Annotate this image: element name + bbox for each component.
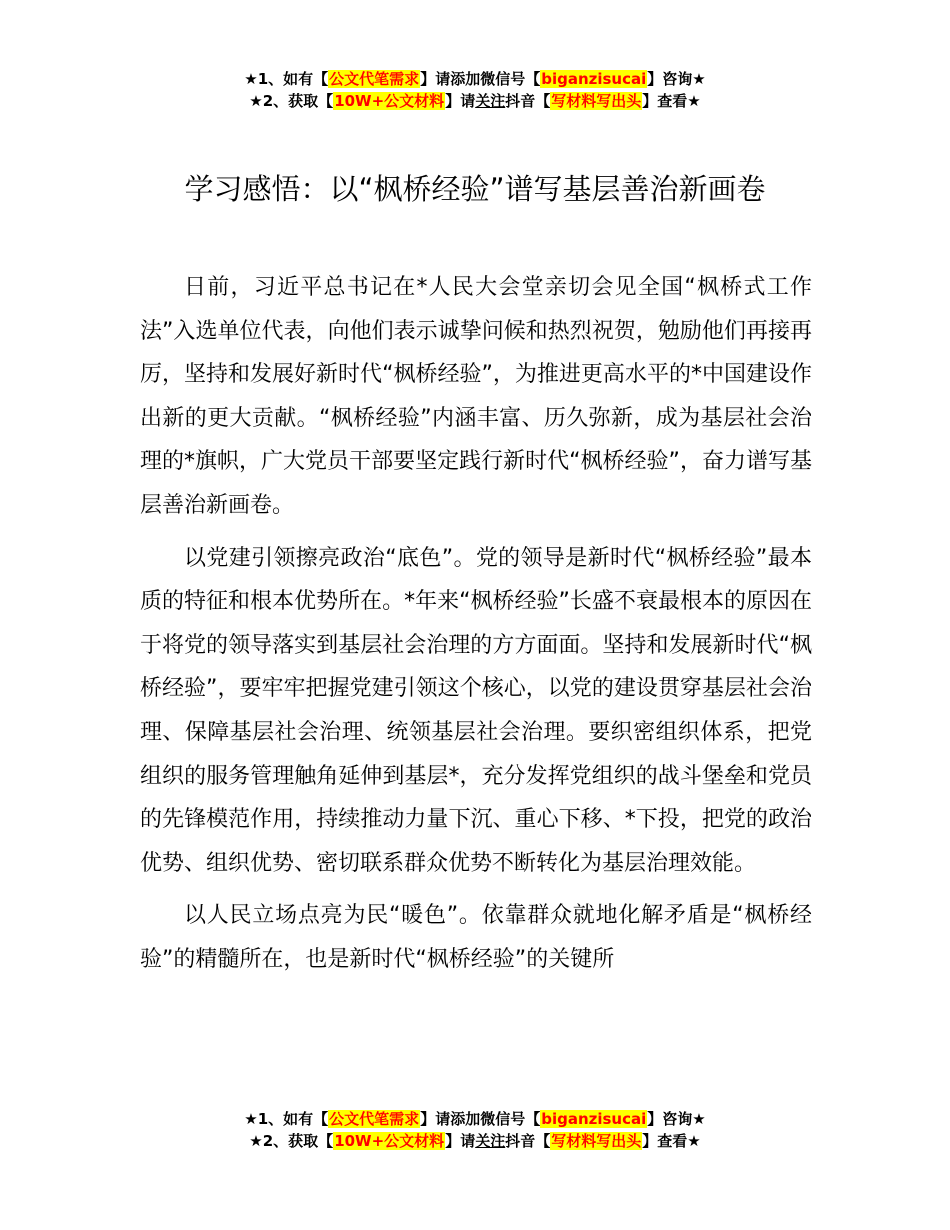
promo-line-1: [0, 68, 950, 90]
body-paragraph: 日前，习近平总书记在*人民大会堂亲切会见全国“枫桥式工作法”入选单位代表，向他们表示诚挚问候和热烈祝贺，勉励他们再接再厉，坚持和发展好新时代“枫桥经验”，为推进更高水平的*中国建设作出新的更大贡献。“枫桥经验”内涵丰富、历久弥新，成为基层社会治理的*旗帜，广大党员干部要坚定践行新时代“枫桥经验”，奋力谱写基层善治新画卷。: [140, 275, 812, 518]
promo-highlight: 10W+公文材料: [334, 92, 445, 110]
promo-text: 】请添加微信号【: [420, 1110, 541, 1128]
promo-wechat-id: biganzisucai: [541, 1110, 647, 1128]
promo-text: ★1、如有【: [244, 1110, 329, 1128]
promo-text: 抖音【: [505, 1132, 551, 1150]
promo-highlight: 公文代笔需求: [329, 70, 420, 88]
promo-underline: 关注: [475, 1132, 506, 1150]
promo-text: 】查看★: [642, 92, 701, 110]
promo-line-2: [0, 1130, 950, 1152]
document-body: [140, 266, 812, 991]
promo-text: ★2、获取【: [249, 1132, 334, 1150]
promo-text: 】请: [445, 1132, 476, 1150]
promo-text: 】咨询★: [647, 1110, 706, 1128]
promo-line-1: [0, 1108, 950, 1130]
promo-douyin-name: 写材料写出头: [551, 92, 642, 110]
body-paragraph: 以党建引领擦亮政治“底色”。党的领导是新时代“枫桥经验”最本质的特征和根本优势所在。*年来“枫桥经验”长盛不衰最根本的原因在于将党的领导落实到基层社会治理的方方面面。坚持和发展新时代“枫桥经验”，要牢牢把握党建引领这个核心，以党的建设贯穿基层社会治理、保障基层社会治理、统领基层社会治理。要织密组织体系，把党组织的服务管理触角延伸到基层*，充分发挥党组织的战斗堡垒和党员的先锋模范作用，持续推动力量下沉、重心下移、*下投，把党的政治优势、组织优势、密切联系群众优势不断转化为基层治理效能。: [140, 545, 812, 876]
promo-douyin-name: 写材料写出头: [551, 1132, 642, 1150]
promo-text: 】查看★: [642, 1132, 701, 1150]
promo-text: ★2、获取【: [249, 92, 334, 110]
header-promo-banner: [0, 68, 950, 112]
footer-promo-banner: [0, 1108, 950, 1152]
promo-highlight: 公文代笔需求: [329, 1110, 420, 1128]
promo-line-2: [0, 90, 950, 112]
promo-text: 】请: [445, 92, 476, 110]
promo-highlight: 10W+公文材料: [334, 1132, 445, 1150]
promo-text: 】请添加微信号【: [420, 70, 541, 88]
promo-text: 】咨询★: [647, 70, 706, 88]
body-paragraph: 以人民立场点亮为民“暖色”。依靠群众就地化解矛盾是“枫桥经验”的精髓所在，也是新时代“枫桥经验”的关键所: [140, 903, 812, 972]
promo-text: ★1、如有【: [244, 70, 329, 88]
promo-wechat-id: biganzisucai: [541, 70, 647, 88]
promo-underline: 关注: [475, 92, 506, 110]
promo-text: 抖音【: [505, 92, 551, 110]
document-title: 学习感悟：以“枫桥经验”谱写基层善治新画卷: [184, 172, 766, 206]
